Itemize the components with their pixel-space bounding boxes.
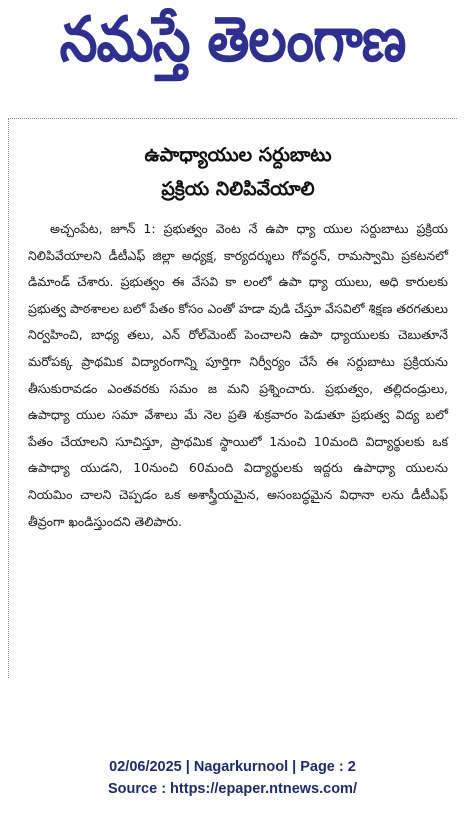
footer-date-edition: 02/06/2025 | Nagarkurnool | Page : 2	[109, 759, 356, 775]
newspaper-logo-title: నమస్తే తెలంగాణ	[59, 3, 406, 76]
footer	[0, 756, 465, 800]
article-body: అచ్చంపేట, జూన్ 1: ప్రభుత్వం వెంట నే ఉపా ధ్యా యుల సర్దుబాటు ప్రక్రియ నిలిపివేయాలని డీటీఎఫ్ జిల్లా అధ్యక్ష, కార్యదర్శులు గోవర్ధన్, రామస్వామి ప్రకటనలో డిమాండ్ చేశారు. ప్రభుత్వం ఈ వేసవి కా లంలో ఉపా ధ్యా యులు, అధి కారులకు ప్రభుత్వ పాఠశాలల బలో పేతం కోసం ఎంతో హడా వుడి చేస్తూ వేసవిలో శిక్షణ తరగతులు నిర్వహించి, బాధ్య తలు, ఎన్ రోల్‌మెంట్ పెంచాలని ఉపా ధ్యాయులకు చెబుతూనే మరోపక్క ప్రాథమిక విద్యారంగాన్ని పూర్తిగా నిర్వీర్యం చేసే ఈ సర్దుబాటు ప్రక్రియను తీసుకురావడం ఎంతవరకు సమం జ మని ప్రశ్నించారు. ప్రభుత్వం, తల్లిదండ్రులు, ఉపాధ్యా యుల సమా వేశాలు మే నెల ప్రతి శుక్రవారం పెడుతూ ప్రభుత్వ విద్య బలో పేతం చేయాలని సూచిస్తూ, ప్రాథమిక స్థాయిలో 1నుంచి 10మంది విద్యార్థులకు ఒక ఉపాధ్యా యుడని, 10నుంచి 60మంది విద్యార్థులకు ఇద్దరు ఉపాధ్యా యులను నియమిం చాలని చెప్పడం ఒక అశాస్త్రీయమైన, అసంబద్ధమైన విధానా లను డీటీఎఫ్ తీవ్రంగా ఖండిస్తుందని తెలిపారు.	[28, 221, 448, 529]
footer-source: Source : https://epaper.ntnews.com/	[108, 781, 357, 797]
masthead	[0, 0, 465, 95]
divider-left	[8, 118, 9, 678]
divider-top	[8, 118, 457, 119]
article	[28, 138, 448, 535]
headline-line-2: ప్రక్రియ నిలిపివేయాలి	[161, 178, 315, 200]
article-headline	[28, 138, 448, 206]
headline-line-1: ఉపాధ్యాయుల సర్దుబాటు	[144, 144, 332, 166]
